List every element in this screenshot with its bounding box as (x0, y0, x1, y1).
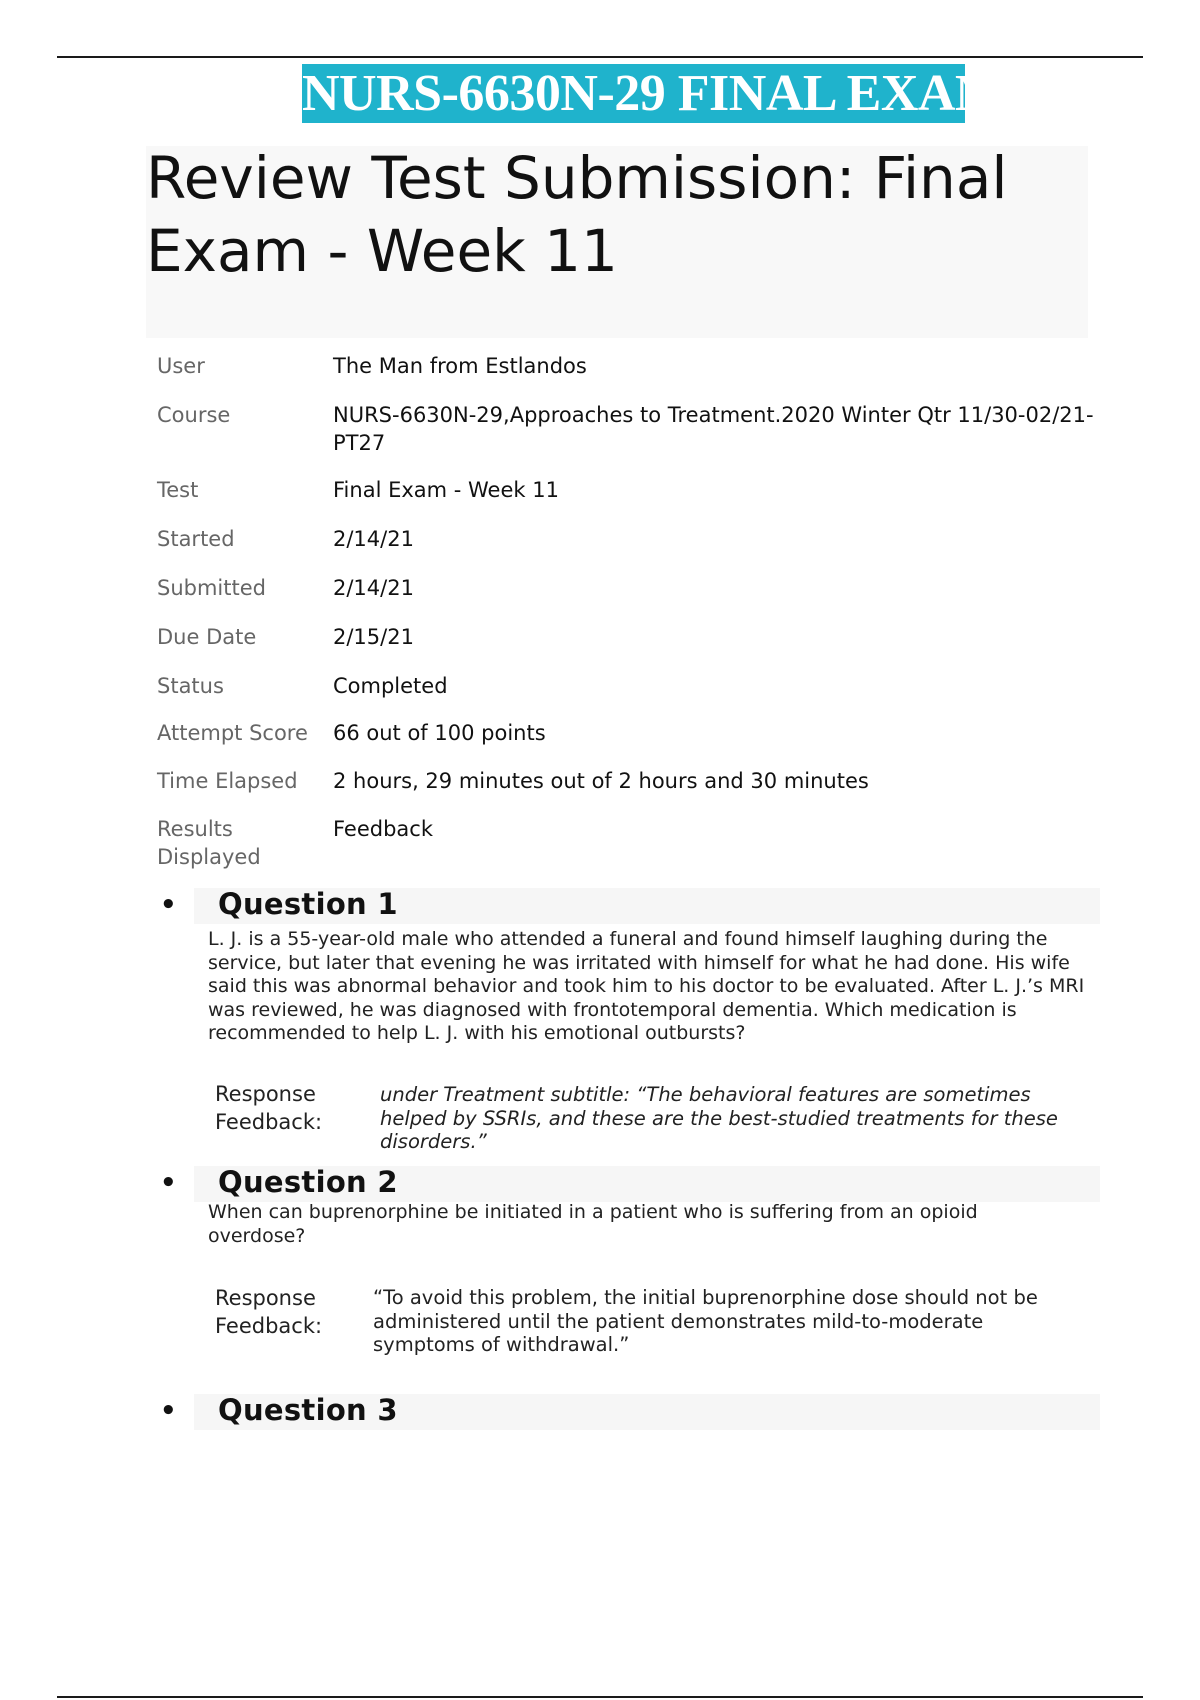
question-1-feedback: under Treatment subtitle: “The behavioral features are sometimes helped by SSRIs, and these are the best-studied treatments for these disorders.” (380, 1083, 1058, 1153)
meta-label: User (157, 354, 205, 378)
submission-details (157, 352, 1117, 871)
meta-row-results-displayed (157, 815, 1117, 871)
meta-label: Submitted (157, 576, 266, 600)
meta-value: NURS-6630N-29,Approaches to Treatment.2020 Winter Qtr 11/30-02/21-PT27 (333, 403, 1094, 455)
bullet-icon: • (160, 1168, 177, 1198)
meta-value: 2/14/21 (333, 576, 414, 600)
question-2-feedback-label: Response Feedback: (215, 1286, 323, 1338)
meta-value: 2 hours, 29 minutes out of 2 hours and 30 minutes (333, 769, 869, 793)
bullet-icon: • (160, 1396, 177, 1426)
meta-value: Final Exam - Week 11 (333, 478, 559, 502)
page-title: Review Test Submission: Final Exam - Week 11 (146, 144, 1008, 285)
meta-value: The Man from Estlandos (333, 354, 587, 378)
bottom-rule (57, 1696, 1143, 1698)
question-2-feedback: “To avoid this problem, the initial buprenorphine dose should not be administered until the patient demonstrates mild-to-moderate symptoms of withdrawal.” (373, 1286, 1038, 1356)
meta-value: Completed (333, 674, 448, 698)
meta-row-course (157, 401, 1117, 457)
meta-value: Feedback (333, 817, 434, 841)
meta-row-status (157, 672, 1117, 700)
meta-label: Due Date (157, 625, 257, 649)
question-2-text: When can buprenorphine be initiated in a patient who is suffering from an opioid overdose? (208, 1201, 978, 1247)
meta-label: Time Elapsed (157, 769, 298, 793)
exam-banner: NURS-6630N-29 FINAL EXAM (302, 65, 1004, 122)
question-2-title: Question 2 (218, 1165, 398, 1199)
top-rule (57, 56, 1143, 58)
question-1-title: Question 1 (218, 887, 398, 921)
meta-row-time-elapsed (157, 767, 1117, 795)
meta-row-user (157, 352, 1117, 380)
question-1-text: L. J. is a 55-year-old male who attended a funeral and found himself laughing during the service, but later that evening he was irritated with himself for what he had done. His wife said this was abnormal behavior and took him to his doctor to be evaluated. After L. J.’s MRI was reviewed, he was diagnosed with frontotemporal dementia. Which medication is recommended to help L. J. with his emotional outbursts? (208, 928, 1085, 1044)
meta-label: Attempt Score (157, 721, 308, 745)
meta-row-test (157, 476, 1117, 504)
bullet-icon: • (160, 890, 177, 920)
meta-label: Started (157, 527, 235, 551)
meta-row-due-date (157, 623, 1117, 651)
meta-row-attempt-score (157, 719, 1117, 747)
meta-label: Course (157, 403, 231, 427)
meta-row-submitted (157, 574, 1117, 602)
meta-value: 2/14/21 (333, 527, 414, 551)
question-1-feedback-label: Response Feedback: (215, 1082, 323, 1134)
question-3-title: Question 3 (218, 1393, 398, 1427)
meta-label: Results Displayed (157, 817, 261, 869)
meta-label: Status (157, 674, 224, 698)
meta-value: 66 out of 100 points (333, 721, 546, 745)
meta-value: 2/15/21 (333, 625, 414, 649)
meta-label: Test (157, 478, 199, 502)
meta-row-started (157, 525, 1117, 553)
